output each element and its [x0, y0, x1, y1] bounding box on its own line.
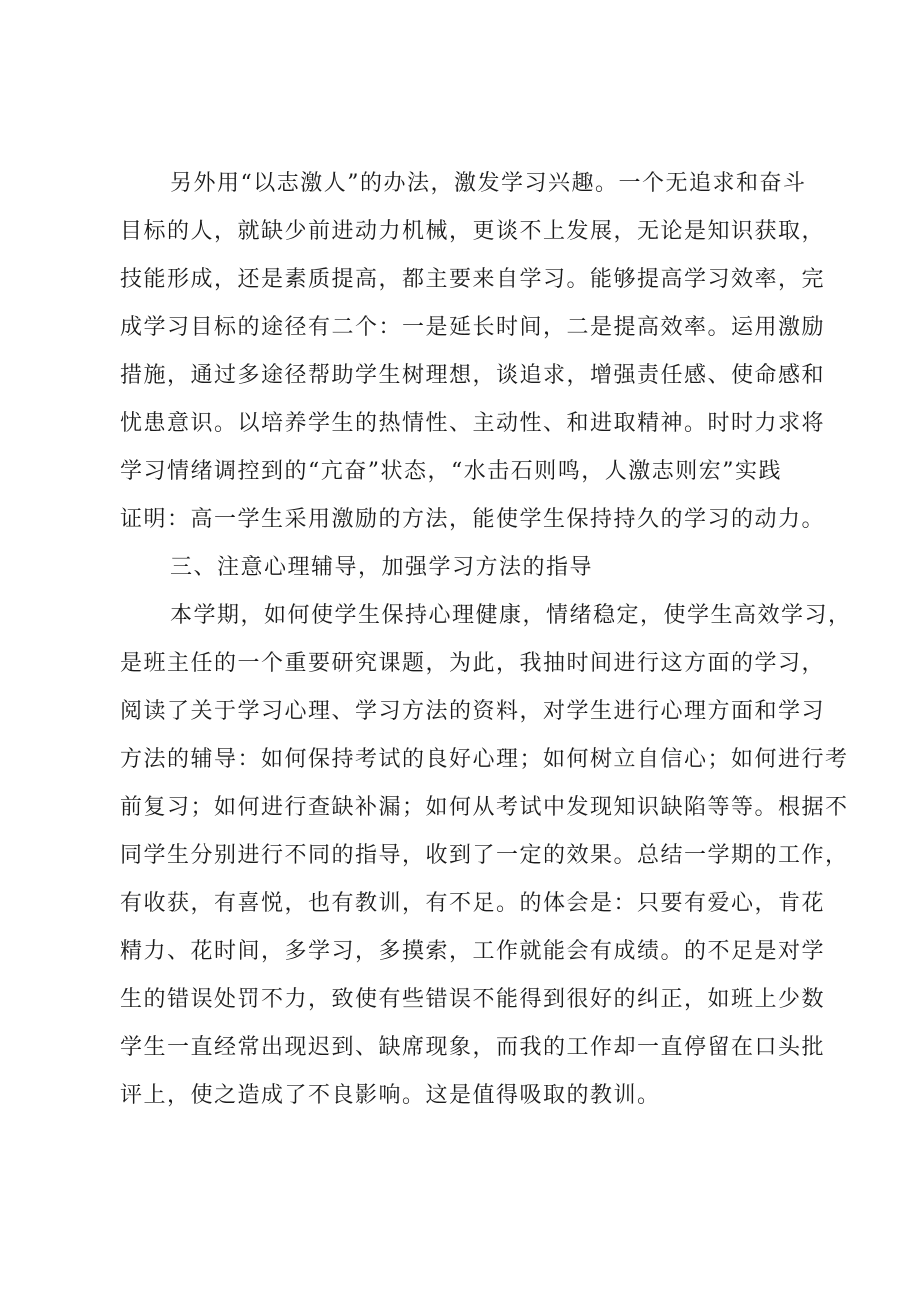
text-line: 成学习目标的途径有二个：一是延长时间，二是提高效率。运用激励	[120, 315, 826, 340]
text-line: 是班主任的一个重要研究课题，为此，我抽时间进行这方面的学习，	[120, 651, 826, 676]
paragraph-guidance	[120, 592, 852, 1120]
text-line: 阅读了关于学习心理、学习方法的资料，对学生进行心理方面和学习	[120, 699, 826, 724]
text-line: 前复习；如何进行查缺补漏；如何从考试中发现知识缺陷等等。根据不	[120, 795, 849, 820]
text-line: 证明：高一学生采用激励的方法，能使学生保持持久的学习的动力。	[120, 507, 826, 532]
text-line: 有收获，有喜悦，也有教训，有不足。的体会是：只要有爱心，肯花	[120, 891, 826, 916]
text-line: 技能形成，还是素质提高，都主要来自学习。能够提高学习效率，完	[120, 267, 826, 292]
paragraph-motivation	[120, 160, 826, 544]
text-line: 措施，通过多途径帮助学生树理想，谈追求，增强责任感、使命感和	[120, 363, 826, 388]
text-line: 学生一直经常出现迟到、缺席现象，而我的工作却一直停留在口头批	[120, 1035, 826, 1060]
text-line: 精力、花时间，多学习，多摸索，工作就能会有成绩。的不足是对学	[120, 939, 826, 964]
section-heading-text: 三、注意心理辅导，加强学习方法的指导	[170, 555, 594, 580]
text-line: 方法的辅导：如何保持考试的良好心理；如何树立自信心；如何进行考	[120, 747, 849, 772]
text-line: 另外用“以志激人”的办法，激发学习兴趣。一个无追求和奋斗	[170, 171, 807, 196]
text-line: 评上，使之造成了不良影响。这是值得吸取的教训。	[120, 1083, 661, 1108]
text-line: 忧患意识。以培养学生的热情性、主动性、和进取精神。时时力求将	[120, 411, 826, 436]
section-heading-three	[120, 544, 820, 592]
text-line: 同学生分别进行不同的指导，收到了一定的效果。总结一学期的工作，	[120, 843, 849, 868]
text-line: 生的错误处罚不力，致使有些错误不能得到很好的纠正，如班上少数	[120, 987, 826, 1012]
text-line: 学习情绪调控到的“亢奋”状态，“水击石则鸣，人激志则宏”实践	[120, 459, 782, 484]
text-line: 目标的人，就缺少前进动力机械，更谈不上发展，无论是知识获取，	[120, 219, 826, 244]
document-body	[120, 160, 852, 1120]
text-line: 本学期，如何使学生保持心理健康，情绪稳定，使学生高效学习，	[170, 603, 852, 628]
